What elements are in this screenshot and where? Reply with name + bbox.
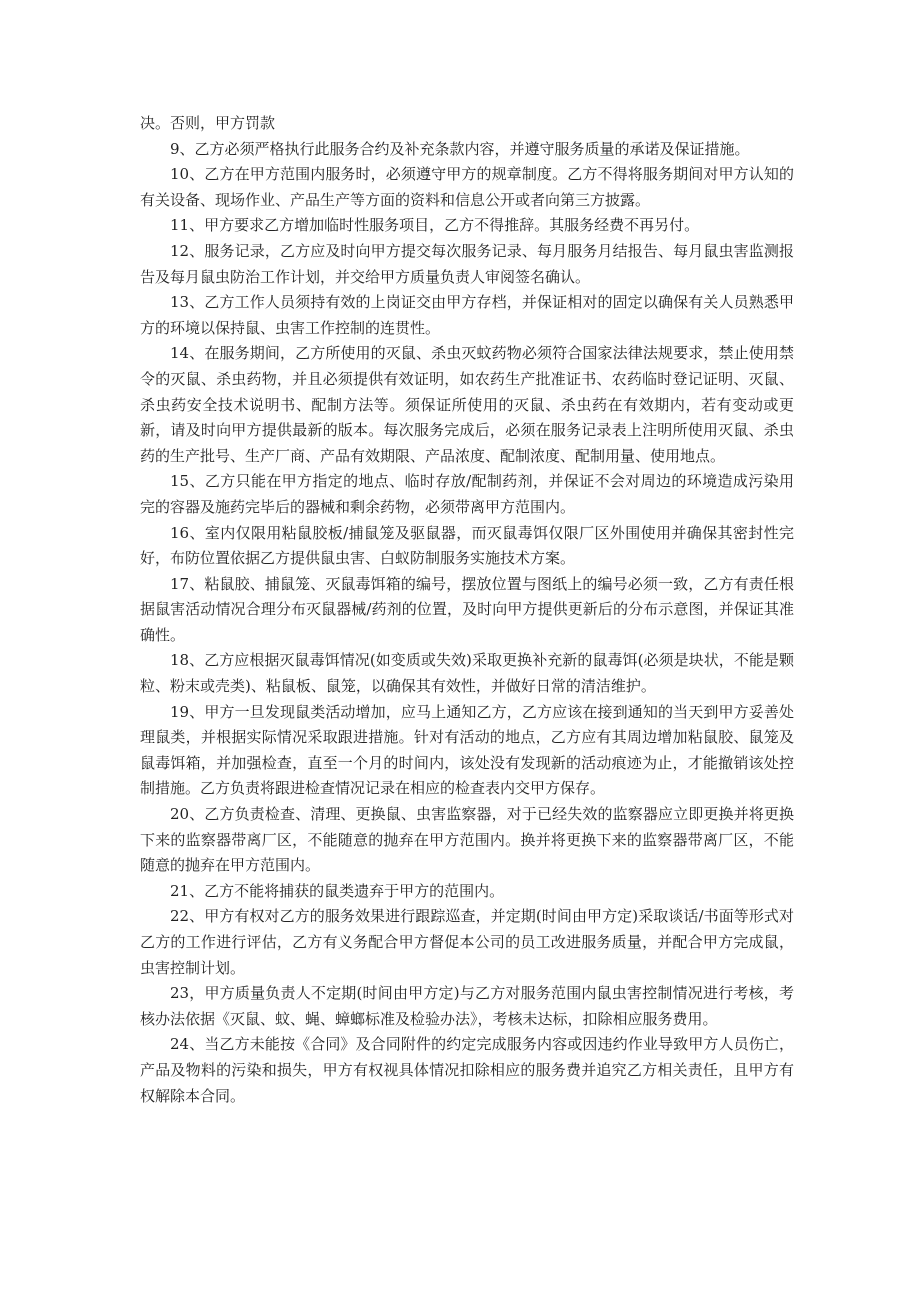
clause-15: 15、乙方只能在甲方指定的地点、临时存放/配制药剂，并保证不会对周边的环境造成污染用完的容器及施药完毕后的器械和剩余药物，必须带离甲方范围内。 <box>140 472 794 516</box>
clause-10: 10、乙方在甲方范围内服务时，必须遵守甲方的规章制度。乙方不得将服务期间对甲方认知的有关设备、现场作业、产品生产等方面的资料和信息公开或者向第三方披露。 <box>140 165 794 209</box>
clause-23: 23，甲方质量负责人不定期(时间由甲方定)与乙方对服务范围内鼠虫害控制情况进行考核，考核办法依据《灭鼠、蚊、蝇、蟑螂标准及检验办法》，考核未达标，扣除相应服务费用。 <box>140 984 794 1028</box>
clause-18: 18、乙方应根据灭鼠毒饵情况(如变质或失效)采取更换补充新的鼠毒饵(必须是块状，不能是颗粒、粉末或壳类)、粘鼠板、鼠笼，以确保其有效性，并做好日常的清洁维护。 <box>140 651 794 696</box>
clause-22: 22、甲方有权对乙方的服务效果进行跟踪巡查，并定期(时间由甲方定)采取谈话/书面等形式对乙方的工作进行评估，乙方有义务配合甲方督促本公司的员工改进服务质量，并配合甲方完成鼠，虫害控制计划。 <box>140 907 794 977</box>
paragraph-continuation: 决。否则，甲方罚款 <box>140 114 276 132</box>
clause-9: 9、乙方必须严格执行此服务合约及补充条款内容，并遵守服务质量的承诺及保证措施。 <box>170 139 750 158</box>
clause-17: 17、粘鼠胶、捕鼠笼、灭鼠毒饵箱的编号，摆放位置与图纸上的编号必须一致，乙方有责任根据鼠害活动情况合理分布灭鼠器械/药剂的位置，及时向甲方提供更新后的分布示意图，并保证其准确性。 <box>140 574 794 644</box>
clause-14: 14、在服务期间，乙方所使用的灭鼠、杀虫灭蚊药物必须符合国家法律法规要求，禁止使用禁令的灭鼠、杀虫药物，并且必须提供有效证明，如农药生产批准证书、农药临时登记证明、灭鼠、杀虫药安全技术说明书、配制方法等。须保证所使用的灭鼠、杀虫药在有效期内，若有变动或更新，请及时向甲方提供最新的版本。每次服务完成后，必须在服务记录表上注明所使用灭鼠、杀虫药的生产批号、生产厂商、产品有效期限、产品浓度、配制浓度、配制用量、使用地点。 <box>140 344 794 465</box>
clause-19: 19、甲方一旦发现鼠类活动增加，应马上通知乙方，乙方应该在接到通知的当天到甲方妥善处理鼠类，并根据实际情况采取跟进措施。针对有活动的地点，乙方应有其周边增加粘鼠胶、鼠笼及鼠毒饵箱，并加强检查，直至一个月的时间内，该处没有发现新的活动痕迹为止，才能撤销该处控制措施。乙方负责将跟进检查情况记录在相应的检查表内交甲方保存。 <box>140 702 794 798</box>
clause-11: 11、甲方要求乙方增加临时性服务项目，乙方不得推辞。其服务经费不再另付。 <box>170 216 700 235</box>
contract-body <box>140 111 794 1109</box>
clause-12: 12、服务记录，乙方应及时向甲方提交每次服务记录、每月服务月结报告、每月鼠虫害监测报告及每月鼠虫防治工作计划，并交给甲方质量负责人审阅签名确认。 <box>140 241 794 286</box>
clause-20: 20、乙方负责检查、清理、更换鼠、虫害监察器，对于已经失效的监察器应立即更换并将更换下来的监察器带离厂区，不能随意的抛弃在甲方范围内。换并将更换下来的监察器带离厂区，不能随意的抛弃在甲方范围内。 <box>140 805 794 875</box>
clause-24: 24、当乙方未能按《合同》及合同附件的约定完成服务内容或因违约作业导致甲方人员伤亡，产品及物料的污染和损失，甲方有权视具体情况扣除相应的服务费并追究乙方相关责任，且甲方有权解除本合同。 <box>140 1035 794 1105</box>
clause-13: 13、乙方工作人员须持有效的上岗证交由甲方存档，并保证相对的固定以确保有关人员熟悉甲方的环境以保持鼠、虫害工作控制的连贯性。 <box>140 293 794 337</box>
clause-21: 21、乙方不能将捕获的鼠类遗弃于甲方的范围内。 <box>170 881 505 900</box>
clause-16: 16、室内仅限用粘鼠胶板/捕鼠笼及驱鼠器，而灭鼠毒饵仅限厂区外围使用并确保其密封性完好，布防位置依据乙方提供鼠虫害、白蚁防制服务实施技术方案。 <box>140 523 794 568</box>
